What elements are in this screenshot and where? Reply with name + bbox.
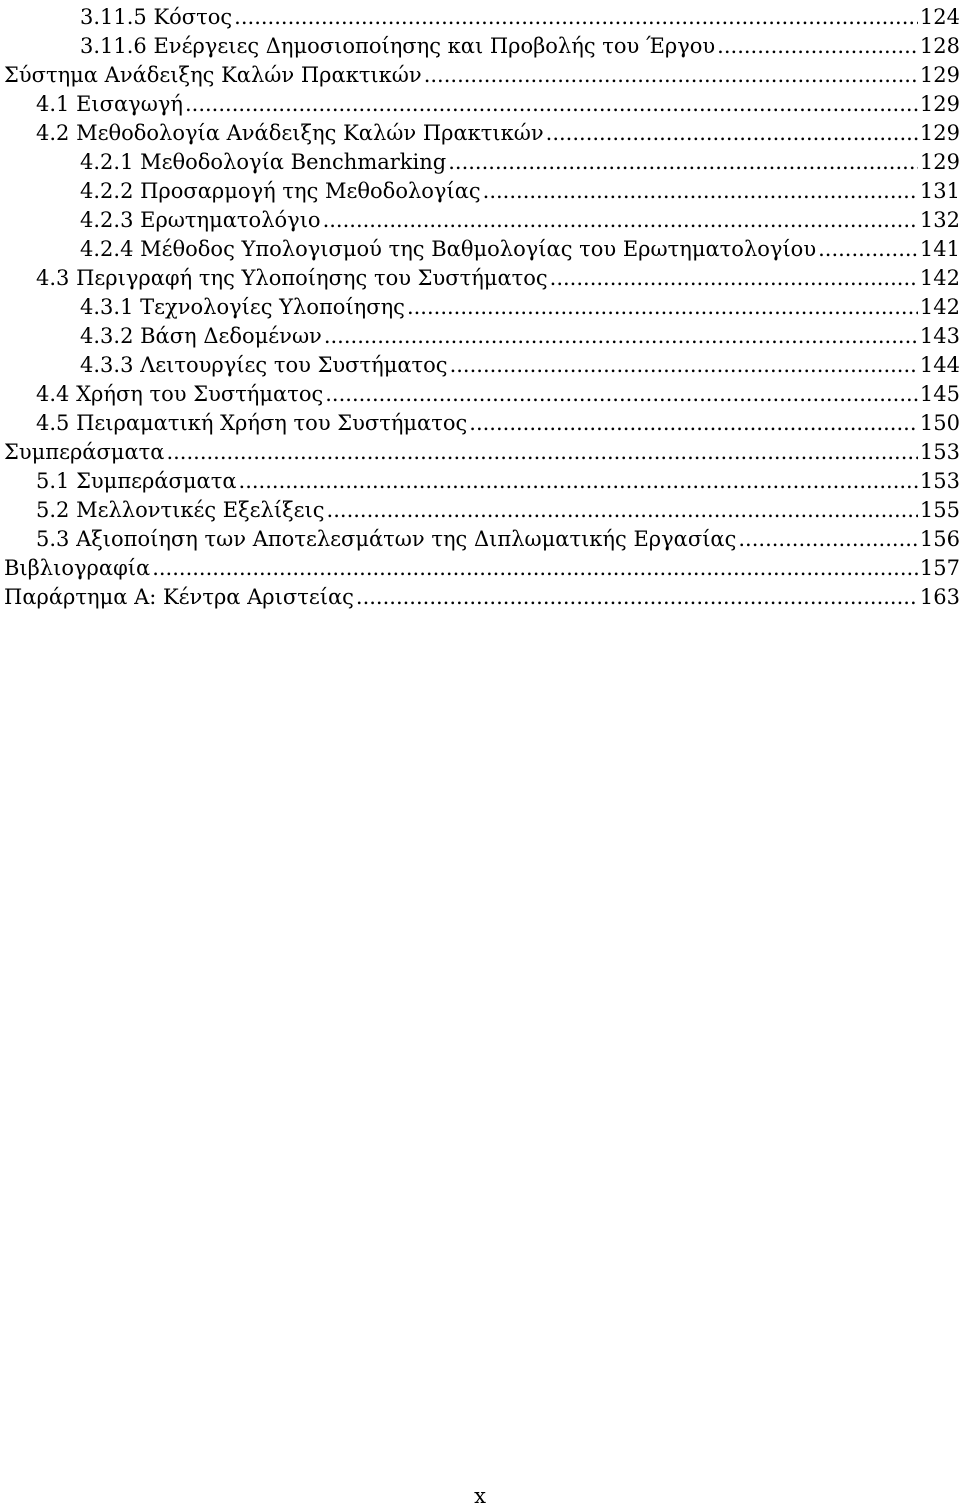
toc-dot-leader <box>546 121 918 145</box>
toc-entry-page: 153 <box>919 469 960 493</box>
toc-dot-leader <box>424 63 918 87</box>
toc-entry-appendix-a[interactable] <box>4 580 960 609</box>
toc-dot-leader <box>327 498 918 522</box>
toc-dot-leader <box>234 5 918 29</box>
toc-entry-title: Παράρτημα Α: Κέντρα Αριστείας <box>4 585 354 609</box>
toc-entry-title: 4.2.2 Προσαρμογή της Μεθοδολογίας <box>80 179 481 203</box>
toc-dot-leader <box>448 150 918 174</box>
toc-entry-page: 153 <box>919 440 960 464</box>
toc-entry-title: 5.1 Συμπεράσματα <box>36 469 237 493</box>
toc-dot-leader <box>356 585 918 609</box>
toc-dot-leader <box>166 440 917 464</box>
toc-entry-4-3-3[interactable] <box>80 348 960 377</box>
toc-dot-leader <box>469 411 918 435</box>
toc-entry-title: Βιβλιογραφία <box>4 556 151 580</box>
toc-entry-title: 4.5 Πειραματική Χρήση του Συστήματος <box>36 411 468 435</box>
toc-entry-page: 129 <box>919 150 960 174</box>
toc-entry-page: 129 <box>919 121 960 145</box>
toc-entry-5-1[interactable] <box>36 464 960 493</box>
toc-dot-leader <box>483 179 918 203</box>
toc-entry-title: 4.3 Περιγραφή της Υλοποίησης του Συστήματος <box>36 266 548 290</box>
toc-entry-page: 124 <box>919 5 960 29</box>
toc-entry-title: Σύστημα Ανάδειξης Καλών Πρακτικών <box>4 63 422 87</box>
page-number: x <box>474 1484 486 1508</box>
toc-dot-leader <box>324 324 918 348</box>
toc-dot-leader <box>450 353 918 377</box>
toc-entry-title: 4.3.2 Βάση Δεδομένων <box>80 324 322 348</box>
toc-entry-title: 3.11.6 Ενέργειες Δημοσιοποίησης και Προβολής του Έργου <box>80 34 716 58</box>
toc-entry-title: 4.2.3 Ερωτηματολόγιο <box>80 208 321 232</box>
toc-entry-title: 3.11.5 Κόστος <box>80 5 233 29</box>
toc-entry-4-3-1[interactable] <box>80 290 960 319</box>
toc-entry-chapter-5[interactable] <box>4 435 960 464</box>
toc-dot-leader <box>185 92 918 116</box>
toc-entry-page: 163 <box>919 585 960 609</box>
toc-entry-5-2[interactable] <box>36 493 960 522</box>
toc-entry-page: 131 <box>919 179 960 203</box>
toc-entry-page: 156 <box>919 527 960 551</box>
toc-entry-page: 142 <box>919 266 960 290</box>
toc-entry-4-2-2[interactable] <box>80 174 960 203</box>
toc-entry-5-3[interactable] <box>36 522 960 551</box>
toc-entry-4-2-1[interactable] <box>80 145 960 174</box>
toc-entry-page: 157 <box>919 556 960 580</box>
toc-entry-page: 144 <box>919 353 960 377</box>
toc-entry-page: 132 <box>919 208 960 232</box>
toc-entry-4-5[interactable] <box>36 406 960 435</box>
toc-entry-4-4[interactable] <box>36 377 960 406</box>
toc-entry-page: 141 <box>919 237 960 261</box>
toc-entry-title: 5.2 Μελλοντικές Εξελίξεις <box>36 498 325 522</box>
toc-entry-3-11-5[interactable] <box>80 0 960 29</box>
toc-entry-chapter-4[interactable] <box>4 58 960 87</box>
toc-entry-title: 4.3.1 Τεχνολογίες Υλοποίησης <box>80 295 405 319</box>
toc-entry-title: 4.2 Μεθοδολογία Ανάδειξης Καλών Πρακτικών <box>36 121 544 145</box>
toc-dot-leader <box>325 382 918 406</box>
toc-entry-page: 145 <box>919 382 960 406</box>
toc-dot-leader <box>323 208 918 232</box>
toc-dot-leader <box>550 266 918 290</box>
toc-dot-leader <box>738 527 918 551</box>
toc-dot-leader <box>152 556 918 580</box>
toc-dot-leader <box>818 237 918 261</box>
toc-dot-leader <box>717 34 918 58</box>
toc-entry-4-3-2[interactable] <box>80 319 960 348</box>
toc-entry-title: 4.2.1 Μεθοδολογία Benchmarking <box>80 150 447 174</box>
toc-entry-title: 5.3 Αξιοποίηση των Αποτελεσμάτων της Διπλωματικής Εργασίας <box>36 527 737 551</box>
toc-dot-leader <box>407 295 918 319</box>
toc-entry-title: 4.4 Χρήση του Συστήματος <box>36 382 324 406</box>
toc-entry-title: 4.2.4 Μέθοδος Υπολογισμού της Βαθμολογίας του Ερωτηματολογίου <box>80 237 817 261</box>
toc-entry-4-3[interactable] <box>36 261 960 290</box>
toc-entry-page: 142 <box>919 295 960 319</box>
toc-entry-4-2-3[interactable] <box>80 203 960 232</box>
toc-entry-page: 128 <box>919 34 960 58</box>
toc-entry-page: 143 <box>919 324 960 348</box>
toc-entry-4-1[interactable] <box>36 87 960 116</box>
toc-entry-4-2[interactable] <box>36 116 960 145</box>
toc-entry-4-2-4[interactable] <box>80 232 960 261</box>
toc-entry-bibliography[interactable] <box>4 551 960 580</box>
toc-entry-page: 150 <box>919 411 960 435</box>
toc-entry-page: 155 <box>919 498 960 522</box>
toc-entry-title: Συμπεράσματα <box>4 440 165 464</box>
toc-entry-page: 129 <box>919 92 960 116</box>
toc-entry-title: 4.3.3 Λειτουργίες του Συστήματος <box>80 353 448 377</box>
toc-entry-3-11-6[interactable] <box>80 29 960 58</box>
toc-entry-title: 4.1 Εισαγωγή <box>36 92 183 116</box>
toc-entry-page: 129 <box>919 63 960 87</box>
toc-dot-leader <box>239 469 918 493</box>
